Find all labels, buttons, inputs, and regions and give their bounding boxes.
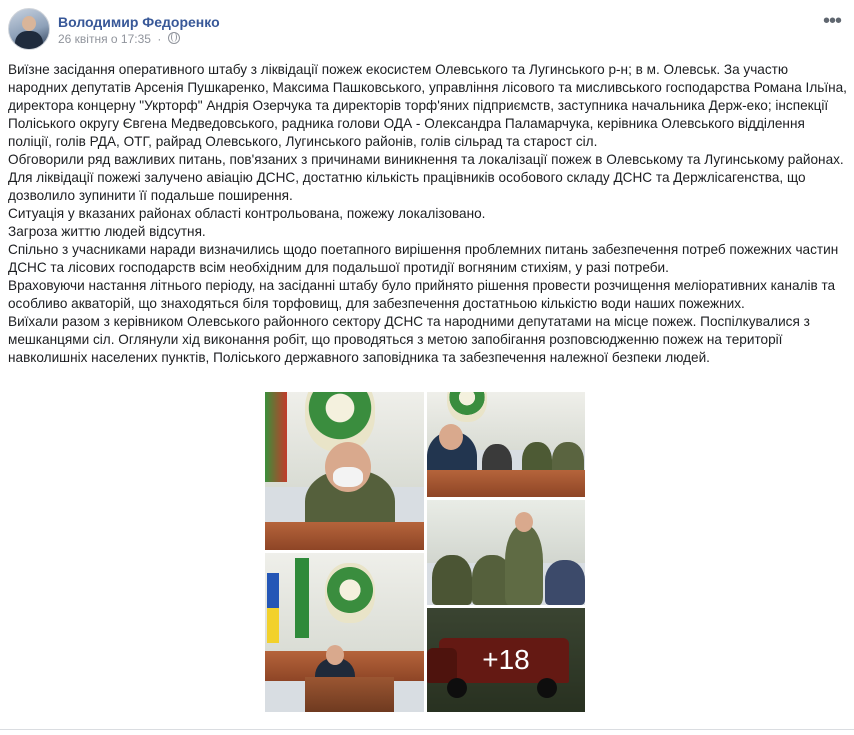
post-photo-4[interactable] (265, 553, 424, 712)
post-paragraph: Виїзне засідання оперативного штабу з ліквідації пожеж екосистем Олевського та Лугинського р-н; в м. Олевськ. За участю народних депутатів Арсенія Пушкаренко, Максима Пашковського, управління лісового та мисливського господарства Романа Ільїна, директора концерну "Укрторф" Андрія Озерчука та директорів торф'яних підприємств, заступника начальника Держ-еко; інспекції Поліського округу Євгена Медведовського, радника голови ОДА - Олександра Паламарчука, керівника Олевського відділення поліції, голів РДА, ОТГ, райрад Олевського, Лугинського районів, голів сільрад та старост сіл. (8, 62, 847, 149)
post-photo-3[interactable] (427, 500, 585, 605)
post-timestamp[interactable]: 26 квітня о 17:35 (58, 32, 151, 46)
more-photos-overlay[interactable]: +18 (427, 608, 585, 712)
author-avatar[interactable] (8, 8, 50, 50)
meta-separator: · (157, 32, 162, 46)
post-paragraph: Загроза життю людей відсутня. (8, 224, 206, 239)
post-paragraph: Обговорили ряд важливих питань, пов'язаних з причинами виникнення та локалізації пожеж в Олевському та Лугинському районах. (8, 152, 844, 167)
more-options-button[interactable]: ••• (822, 10, 841, 32)
post-paragraph: Виїхали разом з керівником Олевського районного сектору ДСНС та народними депутатами на місце пожеж. Поспілкувалися з мешканцями сіл. Оглянули хід виконання робіт, що проводяться з метою запобігання розповсюдженню пожеж на території навколишніх населених пунктів, Поліського державного заповідника та забезпечення належної безпеки людей. (8, 314, 810, 365)
post-paragraph: Враховуючи настання літнього періоду, на засіданні штабу було прийнято рішення провести розчищення меліоративних каналів та особливо акваторій, що знаходяться біля торфовищ, для забезпечення достатньою кількістю води наших пожежних. (8, 278, 836, 311)
post-header (8, 8, 848, 52)
post-photo-1[interactable] (265, 392, 424, 550)
author-name[interactable]: Володимир Федоренко (58, 14, 220, 30)
globe-icon[interactable] (168, 32, 180, 44)
divider (0, 729, 854, 730)
post-text (8, 61, 848, 367)
post-paragraph: Ситуація у вказаних районах області контрольована, пожежу локалізовано. (8, 206, 486, 221)
post-meta (58, 32, 180, 46)
post-photo-2[interactable] (427, 392, 585, 497)
post-paragraph: Для ліквідації пожежі залучено авіацію ДСНС, достатню кількість працівників особового складу ДСНС та Держлісагенства, що дозволило зупинити її подальше поширення. (8, 170, 806, 203)
post-photo-5[interactable] (427, 608, 585, 712)
post-paragraph: Спільно з учасниками наради визначились щодо поетапного вирішення проблемних питань забезпечення потреб пожежних частин ДСНС та лісових господарств всім необхідним для подальшої протидії вогняним стихіям, у разі потреби. (8, 242, 839, 275)
